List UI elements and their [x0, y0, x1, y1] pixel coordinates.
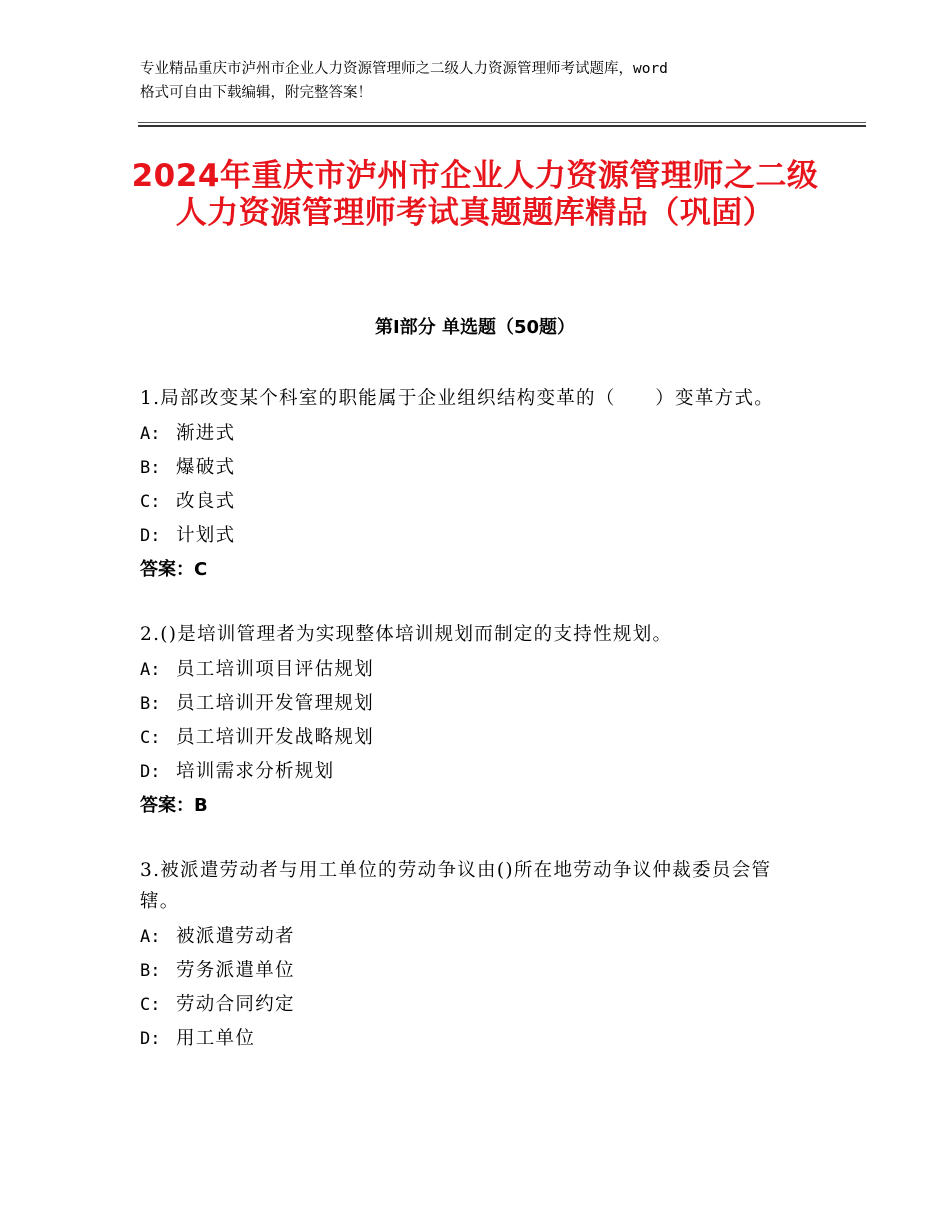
option-text: 渐进式	[176, 423, 236, 444]
option-letter: A:	[140, 660, 161, 680]
option-text: 用工单位	[176, 1028, 256, 1049]
option-letter: B:	[140, 961, 161, 981]
option-text: 爆破式	[176, 457, 236, 478]
option-text: 培训需求分析规划	[176, 761, 335, 782]
option-text: 员工培训开发管理规划	[176, 693, 375, 714]
document-title: 2024年重庆市泸州市企业人力资源管理师之二级人力资源管理师考试真题题库精品（巩固）	[131, 158, 819, 231]
header-note	[140, 57, 820, 105]
option-text: 计划式	[176, 525, 236, 546]
option-letter: A:	[140, 424, 161, 444]
option-text: 改良式	[176, 491, 236, 512]
option-letter: C:	[140, 492, 161, 512]
option-letter: D:	[140, 762, 161, 782]
question-stem: 2.()是培训管理者为实现整体培训规划而制定的支持性规划。	[140, 624, 673, 645]
option-b	[140, 451, 810, 485]
question-2	[140, 619, 810, 823]
option-d	[140, 519, 810, 553]
option-letter: D:	[140, 526, 161, 546]
question-stem: 3.被派遣劳动者与用工单位的劳动争议由()所在地劳动争议仲裁委员会管辖。	[140, 860, 772, 912]
header-note-line-1: 专业精品重庆市泸州市企业人力资源管理师之二级人力资源管理师考试题库，word	[140, 61, 668, 77]
option-b	[140, 687, 810, 721]
section-heading: 第Ⅰ部分 单选题（50题）	[374, 317, 575, 338]
header-note-line-2: 格式可自由下载编辑，附完整答案！	[140, 85, 372, 101]
option-text: 员工培训开发战略规划	[176, 727, 375, 748]
header-divider-thin	[138, 122, 866, 123]
option-letter: B:	[140, 694, 161, 714]
question-list	[140, 383, 810, 1088]
option-d	[140, 755, 810, 789]
option-a	[140, 653, 810, 687]
option-letter: C:	[140, 728, 161, 748]
answer: 答案：C	[140, 559, 208, 580]
option-c	[140, 988, 810, 1022]
option-text: 被派遣劳动者	[176, 926, 295, 947]
option-d	[140, 1022, 810, 1056]
option-letter: C:	[140, 995, 161, 1015]
option-a	[140, 920, 810, 954]
option-a	[140, 417, 810, 451]
header-divider-thick	[138, 125, 866, 127]
option-text: 劳务派遣单位	[176, 960, 295, 981]
answer: 答案：B	[140, 795, 208, 816]
option-letter: A:	[140, 927, 161, 947]
question-1	[140, 383, 810, 587]
option-b	[140, 954, 810, 988]
option-c	[140, 485, 810, 519]
option-c	[140, 721, 810, 755]
option-text: 员工培训项目评估规划	[176, 659, 375, 680]
option-letter: B:	[140, 458, 161, 478]
question-stem: 1.局部改变某个科室的职能属于企业组织结构变革的（ ）变革方式。	[140, 388, 775, 409]
option-text: 劳动合同约定	[176, 994, 295, 1015]
option-letter: D:	[140, 1029, 161, 1049]
question-3	[140, 855, 810, 1056]
